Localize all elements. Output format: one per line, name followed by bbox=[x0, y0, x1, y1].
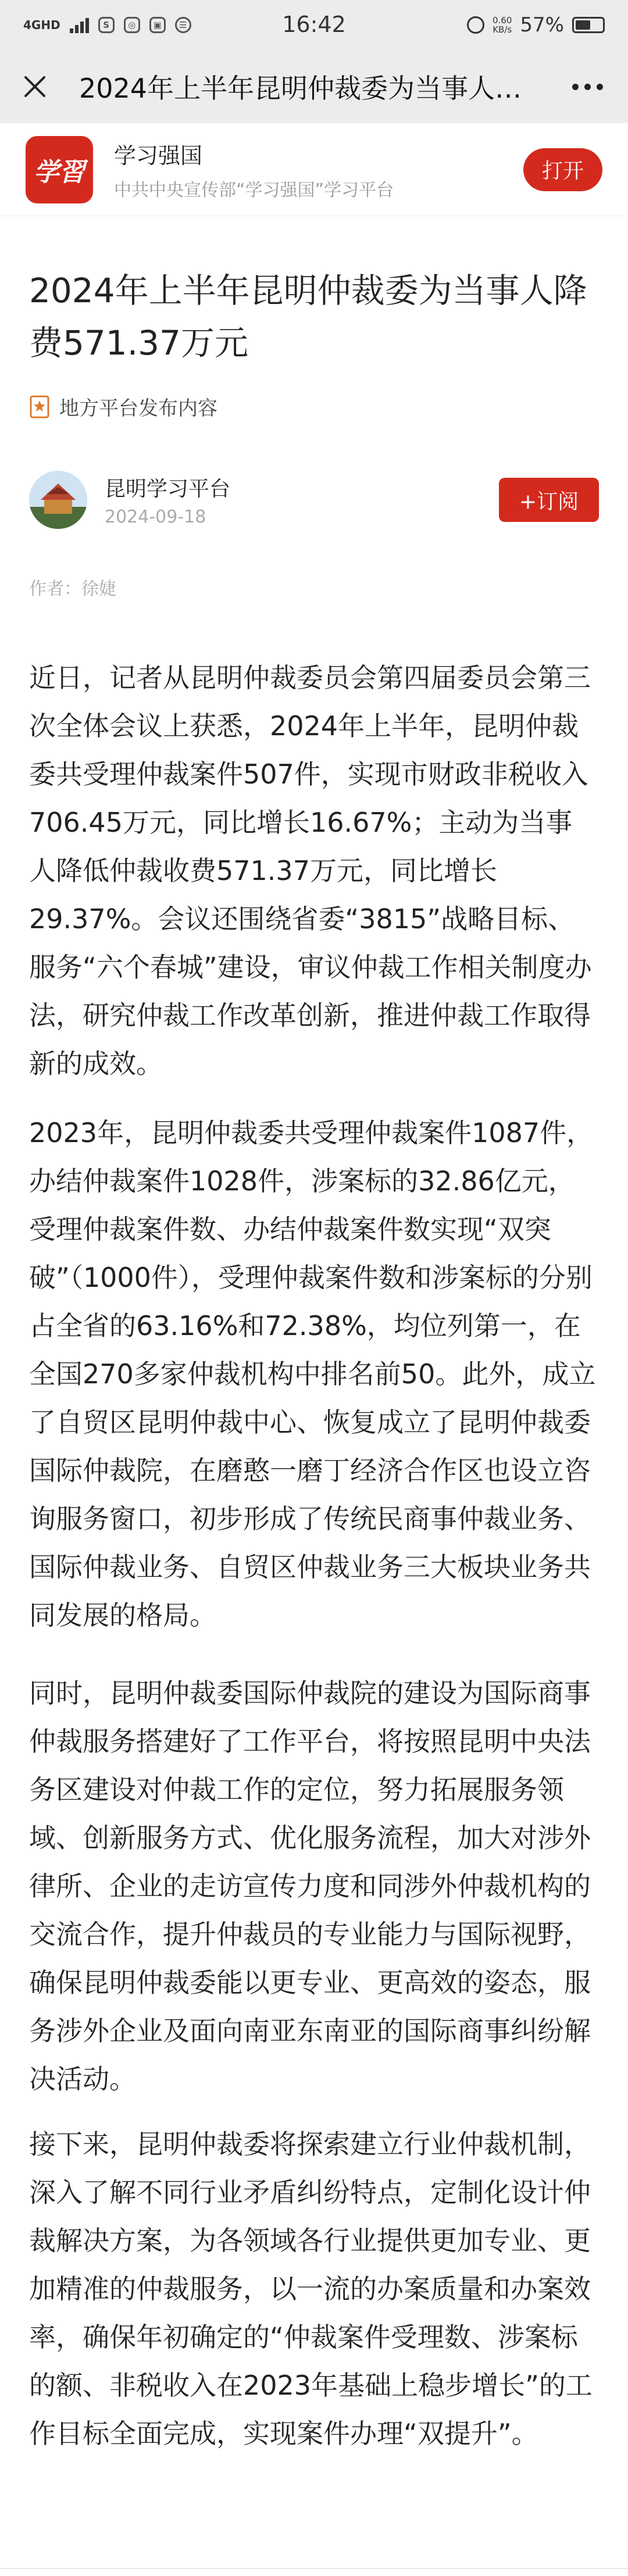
divider bbox=[0, 2568, 628, 2569]
author-info bbox=[105, 473, 499, 527]
app-name: 学习强国 bbox=[114, 143, 203, 169]
paragraph: 接下来，昆明仲裁委将探索建立行业仲裁机制，深入了解不同行业矛盾纠纷特点，定制化设计仲裁解决方案，为各领域各行业提供更加专业、更加精准的仲裁服务，以一流的办案质量和办案效率，确保年初确定的“仲裁案件受理数、涉案标的额、非税收入在2023年基础上稳步增长”的工作目标全面完成，实现案件办理“双提升”。 bbox=[29, 2128, 593, 2449]
app-notification-icon: ☰ bbox=[175, 17, 191, 33]
signal-icon bbox=[70, 17, 89, 33]
battery-icon bbox=[572, 17, 605, 33]
avatar[interactable] bbox=[29, 471, 87, 529]
close-icon[interactable] bbox=[17, 69, 52, 104]
network-type: 4GHD bbox=[23, 18, 60, 32]
app-notification-icon: S bbox=[98, 17, 115, 33]
status-time: 16:42 bbox=[282, 12, 346, 37]
app-logo: 学習 bbox=[26, 136, 93, 203]
more-icon[interactable] bbox=[564, 69, 611, 104]
source-label: 地方平台发布内容 bbox=[59, 397, 217, 420]
network-speed: 0.60 KB/s bbox=[493, 15, 512, 35]
page-title: 2024年上半年昆明仲裁委为当事人… bbox=[79, 73, 522, 104]
status-left bbox=[23, 17, 467, 33]
status-bar bbox=[0, 0, 628, 50]
status-right bbox=[467, 13, 605, 37]
source-row bbox=[29, 392, 599, 421]
app-banner[interactable] bbox=[0, 123, 628, 216]
battery-percent: 57% bbox=[520, 13, 564, 37]
paragraph: 近日，记者从昆明仲裁委员会第四届委员会第三次全体会议上获悉，2024年上半年，昆明仲裁委共受理仲裁案件507件，实现市财政非税收入706.45万元，同比增长16.67%；主动为当事人降低仲裁收费571.37万元，同比增长29.37%。会议还围绕省委“3815”战略目标、服务“六个春城”建设，审议仲裁工作相关制度办法，研究仲裁工作改革创新，推进仲裁工作取得新的成效。 bbox=[29, 662, 592, 1079]
app-subtitle: 中共中央宣传部“学习强国”学习平台 bbox=[114, 180, 394, 201]
subscribe-button[interactable]: +订阅 bbox=[499, 478, 599, 522]
navigation-bar bbox=[0, 50, 628, 123]
publish-date: 2024-09-18 bbox=[105, 507, 206, 527]
article-title: 2024年上半年昆明仲裁委为当事人降费571.37万元 bbox=[29, 271, 587, 363]
open-app-button[interactable]: 打开 bbox=[523, 148, 602, 191]
article bbox=[29, 264, 599, 2449]
paragraph: 同时，昆明仲裁委国际仲裁院的建设为国际商事仲裁服务搭建好了工作平台，将按照昆明中央法务区建设对仲裁工作的定位，努力拓展服务领域、创新服务方式、优化服务流程，加大对涉外律所、企业的走访宣传力度和同涉外仲裁机构的交流合作，提升仲裁员的专业能力与国际视野，确保昆明仲裁委能以更专业、更高效的姿态，服务涉外企业及面向南亚东南亚的国际商事纠纷解决活动。 bbox=[29, 1677, 591, 2095]
paragraph: 2023年，昆明仲裁委共受理仲裁案件1087件，办结仲裁案件1028件，涉案标的32.86亿元，受理仲裁案件数、办结仲裁案件数实现“双突破”（1000件），受理仲裁案件数和涉案标的分别占全省的63.16%和72.38%，均位列第一，在全国270多家仲裁机构中排名前50。此外，成立了自贸区昆明仲裁中心、恢复成立了昆明仲裁委国际仲裁院，在磨憨一磨丁经济合作区也设立咨询服务窗口，初步形成了传统民商事仲裁业务、国际仲裁业务、自贸区仲裁业务三大板块业务共同发展的格局。 bbox=[29, 1117, 596, 1631]
app-notification-icon: ◎ bbox=[124, 17, 140, 33]
alarm-icon bbox=[467, 16, 484, 34]
author-name[interactable]: 昆明学习平台 bbox=[105, 477, 231, 501]
app-notification-icon: ▣ bbox=[149, 17, 166, 33]
medal-icon bbox=[29, 395, 50, 418]
author-row bbox=[29, 471, 599, 529]
byline: 作者：徐婕 bbox=[29, 579, 116, 599]
app-info bbox=[114, 138, 523, 201]
